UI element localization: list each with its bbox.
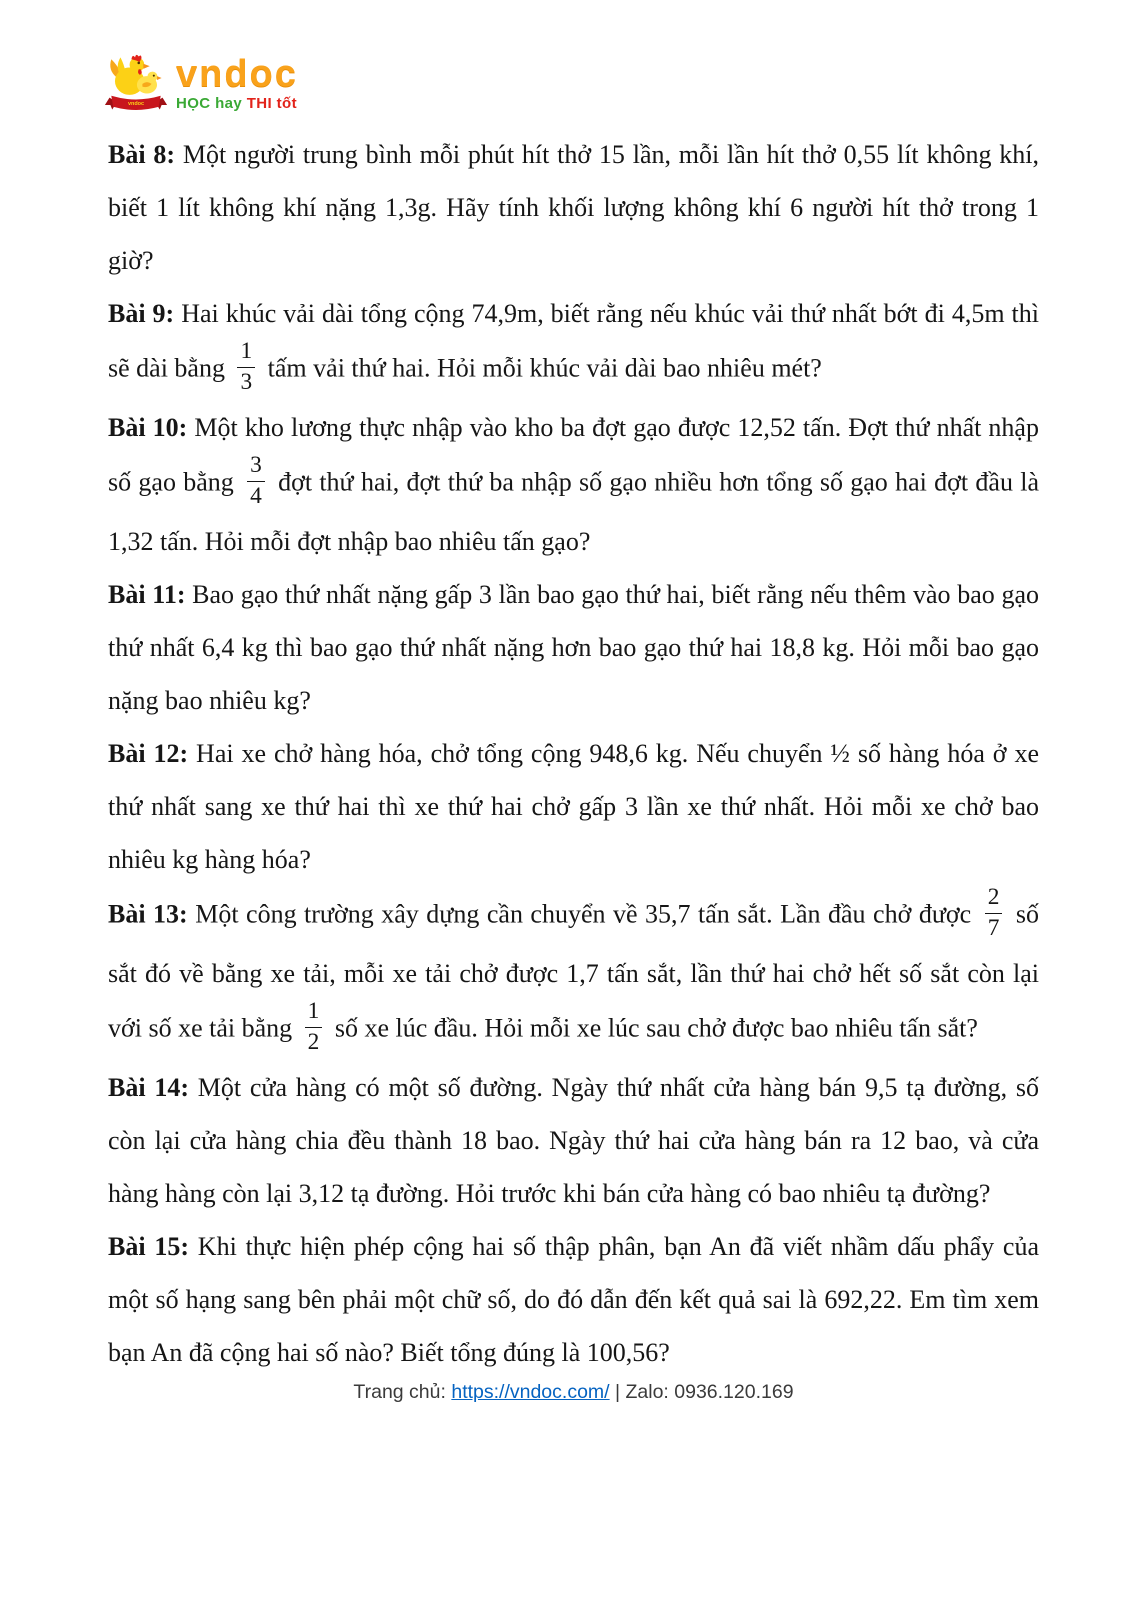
footer-home-label: Trang chủ: [353, 1381, 452, 1404]
page-footer [108, 1381, 1039, 1404]
brand-tagline [176, 95, 298, 112]
fraction-1-over-3: $\frac{1}{3}$ [237, 337, 255, 398]
problem-label-bai-11: Bài 11: [108, 580, 186, 609]
problem-bai-15: Bài 15: Khi thực hiện phép cộng hai số thập phân, bạn An đã viết nhầm dấu phẩy của một số hạng sang bên phải một chữ số, do đó dẫn đến kết quả sai là 692,22. Em tìm xem bạn An đã cộng hai số nào? Biết tổng đúng là 100,56? [108, 1232, 1039, 1368]
problem-label-bai-13: Bài 13: [108, 899, 188, 929]
fraction-3-over-4: $\frac{3}{4}$ [247, 451, 265, 512]
tagline-green: HỌC hay [176, 95, 247, 113]
brand-wordmark: vndoc [176, 53, 298, 95]
problem-label-bai-10: Bài 10: [108, 413, 188, 443]
problem-bai-12: Bài 12: Hai xe chở hàng hóa, chở tổng cộng 948,6 kg. Nếu chuyển ½ số hàng hóa ở xe thứ nhất sang xe thứ hai thì xe thứ hai chở gấp 3 lần xe thứ nhất. Hỏi mỗi xe chở bao nhiêu kg hàng hóa? [108, 739, 1039, 875]
fraction-1-over-2: $\frac{1}{2}$ [305, 997, 323, 1058]
problem-label-bai-9: Bài 9: [108, 299, 175, 329]
problem-bai-9: Bài 9: Hai khúc vải dài tổng cộng 74,9m, biết rằng nếu khúc vải thứ nhất bớt đi 4,5m thì sẽ dài bằng $\frac{1}{3}$ tấm vải thứ hai. Hỏi mỗi khúc vải dài bao nhiêu mét? [108, 287, 1039, 401]
homepage-link[interactable]: https://vndoc.com/ [451, 1381, 610, 1404]
problem-bai-8: Bài 8: Một người trung bình mỗi phút hít thở 15 lần, mỗi lần hít thở 0,55 lít không khí, biết 1 lít không khí nặng 1,3g. Hãy tính khối lượng không khí 6 người hít thở trong 1 giờ? [108, 140, 1039, 276]
logo-text [176, 50, 298, 112]
problem-label-bai-12: Bài 12: [108, 739, 189, 769]
problem-label-bai-8: Bài 8: [108, 140, 176, 169]
problem-bai-11: Bài 11: Bao gạo thứ nhất nặng gấp 3 lần bao gạo thứ hai, biết rằng nếu thêm vào bao gạo thứ nhất 6,4 kg thì bao gạo thứ nhất nặng hơn bao gạo thứ hai 18,8 kg. Hỏi mỗi bao gạo nặng bao nhiêu kg? [108, 580, 1039, 716]
problem-label-bai-15: Bài 15: [108, 1232, 190, 1262]
problem-bai-13: Bài 13: Một công trường xây dựng cần chuyển về 35,7 tấn sắt. Lần đầu chở được $\frac{2}{7}$ số sắt đó về bằng xe tải, mỗi xe tải chở được 1,7 tấn sắt, lần thứ hai chở hết số sắt còn lại với số xe tải bằng $\frac{1}{2}$ số xe lúc đầu. Hỏi mỗi xe lúc sau chở được bao nhiêu tấn sắt? [108, 886, 1039, 1061]
problem-bai-14: Bài 14: Một cửa hàng có một số đường. Ngày thứ nhất cửa hàng bán 9,5 tạ đường, số còn lại cửa hàng chia đều thành 18 bao. Ngày thứ hai cửa hàng bán ra 12 bao, và cửa hàng hàng còn lại 3,12 tạ đường. Hỏi trước khi bán cửa hàng có bao nhiêu tạ đường? [108, 1073, 1039, 1209]
problem-label-bai-14: Bài 14: [108, 1073, 189, 1103]
footer-zalo-label: | Zalo: 0936.120.169 [609, 1381, 794, 1404]
problem-list [108, 128, 1039, 1379]
tagline-red: THI tốt [246, 95, 298, 113]
rooster-mascot-icon [104, 50, 168, 116]
fraction-2-over-7: $\frac{2}{7}$ [985, 883, 1003, 944]
problem-bai-10: Bài 10: Một kho lương thực nhập vào kho ba đợt gạo được 12,52 tấn. Đợt thứ nhất nhập số gạo bằng $\frac{3}{4}$ đợt thứ hai, đợt thứ ba nhập số gạo nhiều hơn tổng số gạo hai đợt đầu là 1,32 tấn. Hỏi mỗi đợt nhập bao nhiêu tấn gạo? [108, 413, 1040, 556]
svg-text:vndoc: vndoc [127, 100, 145, 107]
vndoc-logo [104, 50, 1039, 120]
